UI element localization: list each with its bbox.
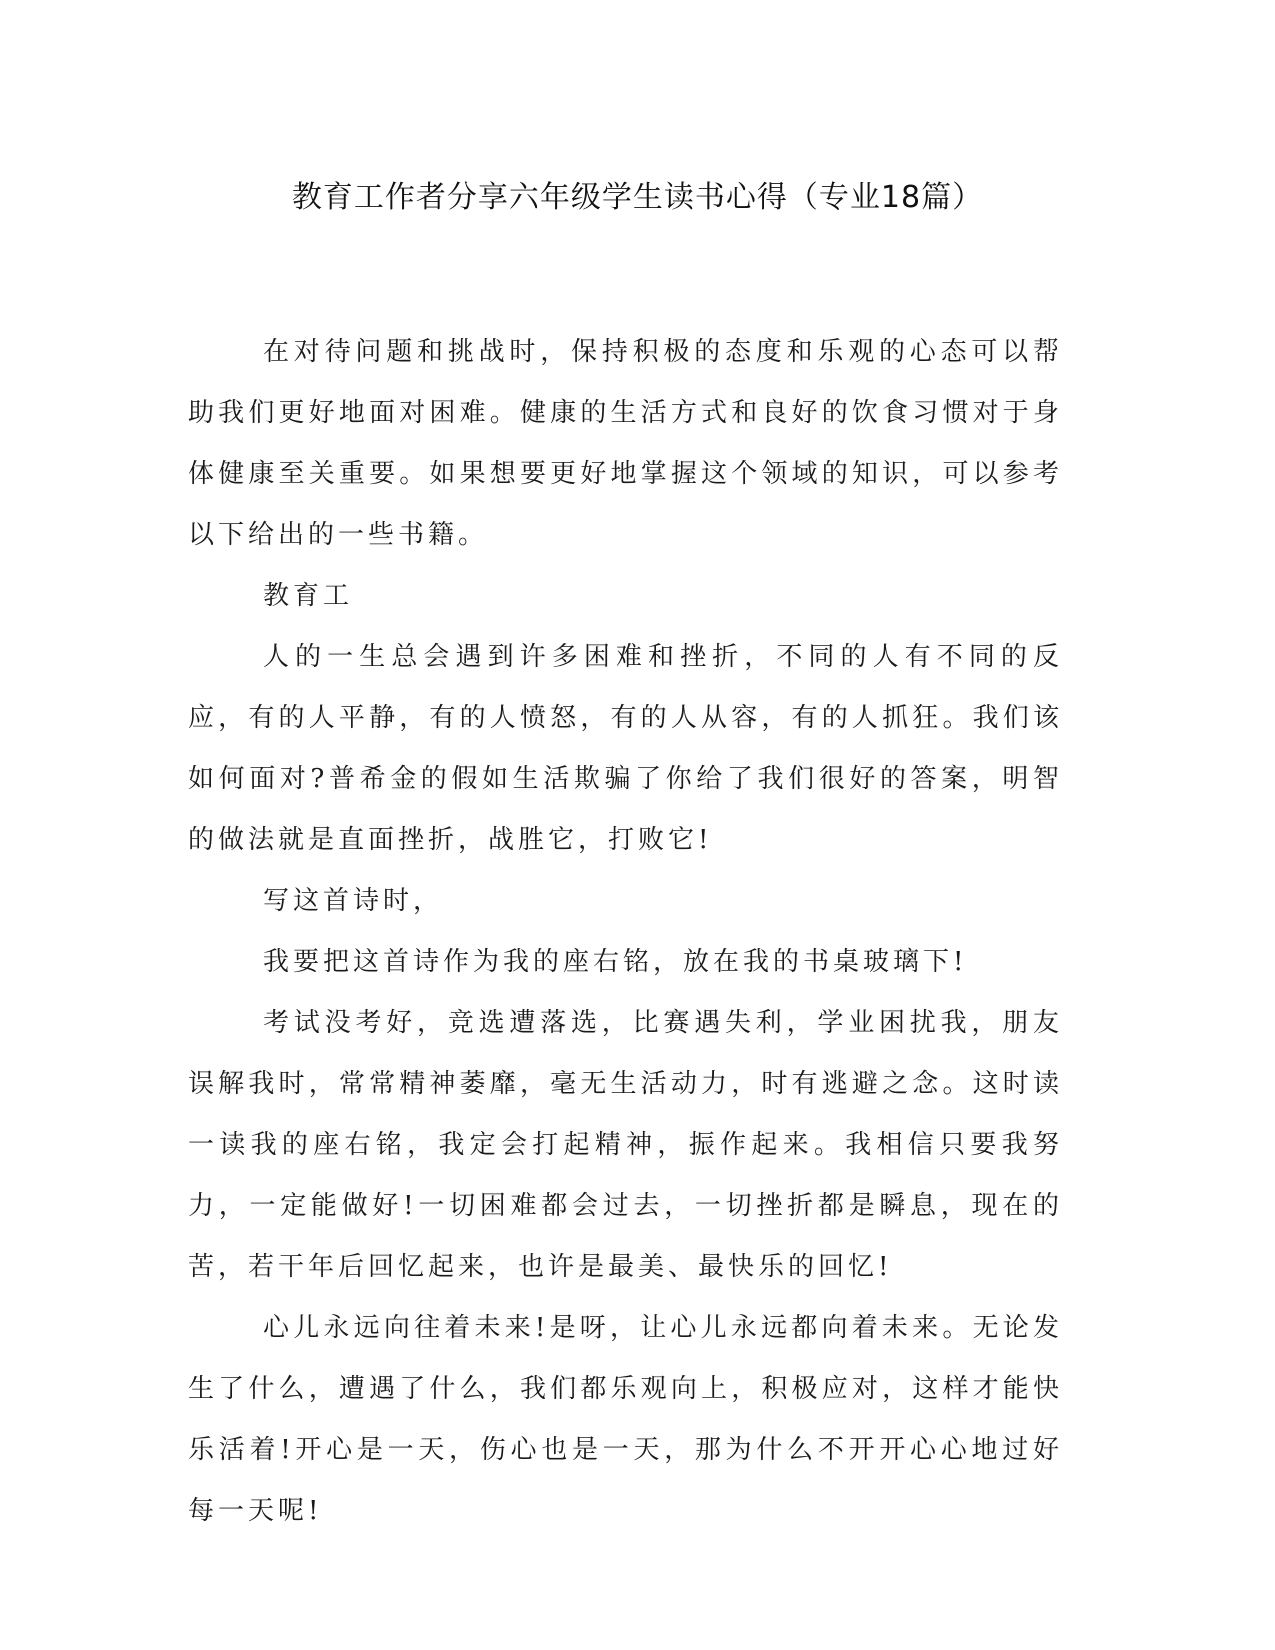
document-body (188, 322, 1063, 1542)
paragraph: 人的一生总会遇到许多困难和挫折，不同的人有不同的反应，有的人平静，有的人愤怒，有的人从容，有的人抓狂。我们该如何面对?普希金的假如生活欺骗了你给了我们很好的答案，明智的做法就是直面挫折，战胜它，打败它! (188, 642, 1063, 855)
paragraph: 心儿永远向往着未来!是呀，让心儿永远都向着未来。无论发生了什么，遭遇了什么，我们都乐观向上，积极应对，这样才能快乐活着!开心是一天，伤心也是一天，那为什么不开开心心地过好每一天呢! (188, 1313, 1063, 1526)
document-title: 教育工作者分享六年级学生读书心得（专业18篇） (291, 180, 984, 215)
paragraph: 考试没考好，竞选遭落选，比赛遇失利，学业困扰我，朋友误解我时，常常精神萎靡，毫无生活动力，时有逃避之念。这时读一读我的座右铭，我定会打起精神，振作起来。我相信只要我努力，一定能做好!一切困难都会过去，一切挫折都是瞬息，现在的苦，若干年后回忆起来，也许是最美、最快乐的回忆! (188, 1008, 1063, 1282)
paragraph: 在对待问题和挑战时，保持积极的态度和乐观的心态可以帮助我们更好地面对困难。健康的生活方式和良好的饮食习惯对于身体健康至关重要。如果想要更好地掌握这个领域的知识，可以参考以下给出的一些书籍。 (188, 337, 1063, 550)
paragraph: 写这首诗时， (263, 886, 444, 916)
paragraph: 教育工 (263, 581, 354, 611)
paragraph: 我要把这首诗作为我的座右铭，放在我的书桌玻璃下! (263, 947, 968, 977)
